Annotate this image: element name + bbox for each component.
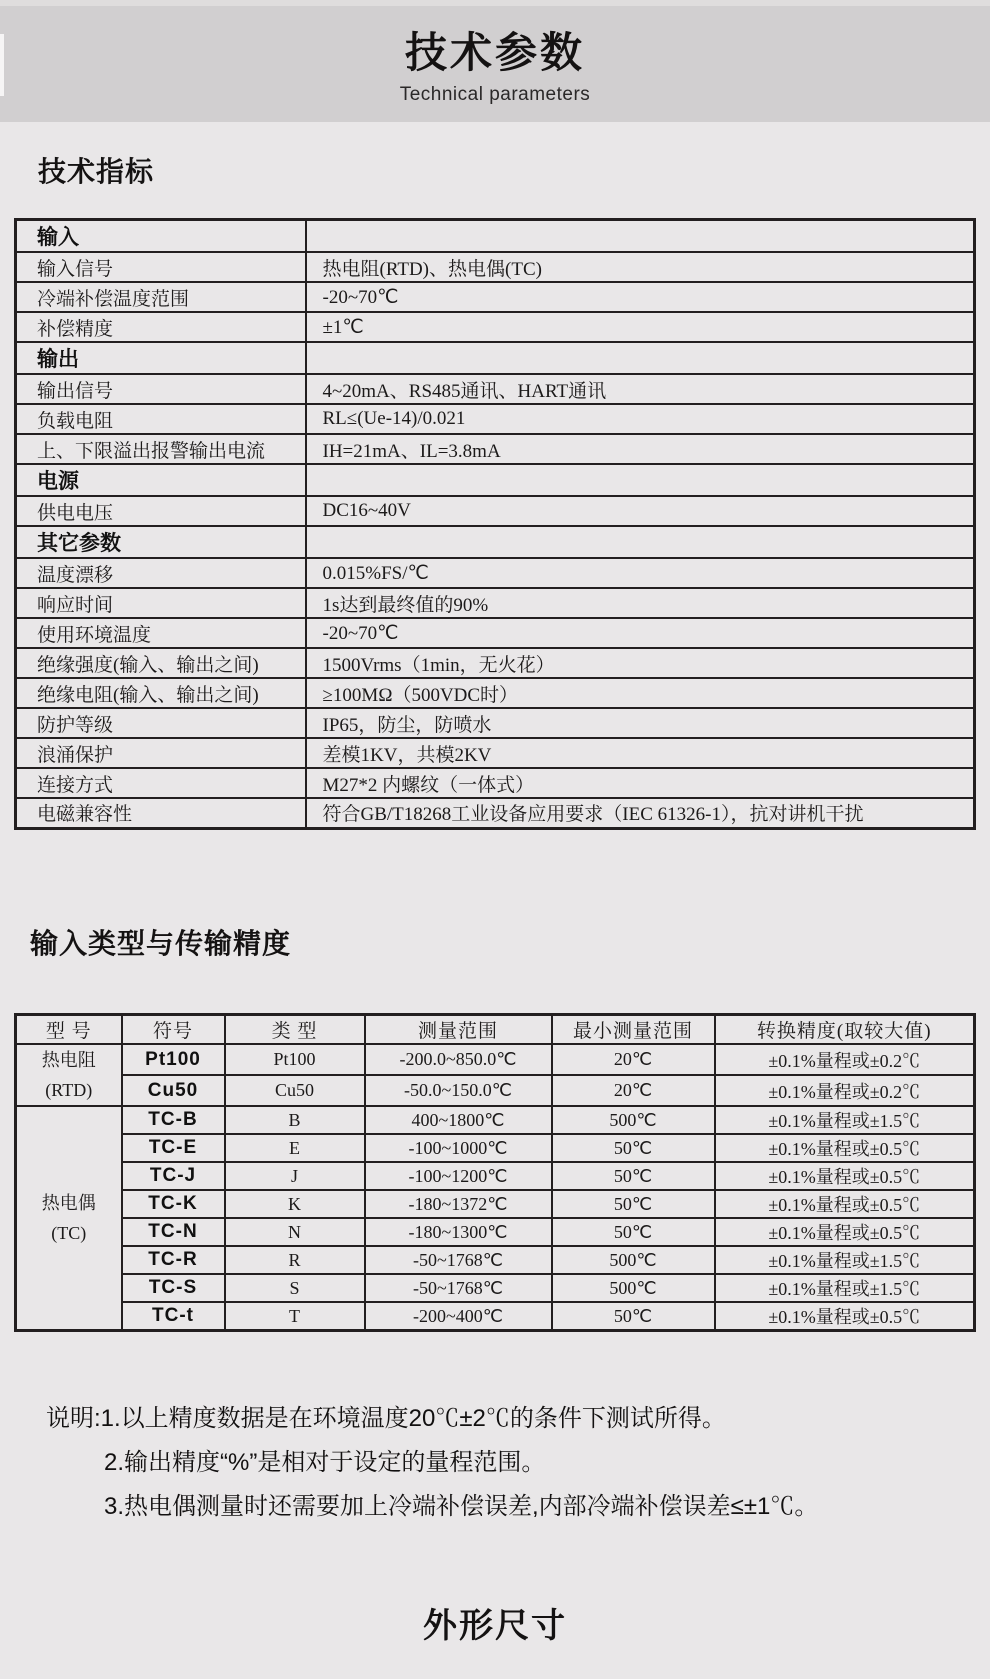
footer-section-title: 外形尺寸 xyxy=(423,1607,567,1645)
specs-table xyxy=(14,218,976,830)
table-row xyxy=(16,1106,975,1134)
table-row xyxy=(16,1190,975,1218)
accuracy-cell: ±0.1%量程或±1.5℃ xyxy=(715,1274,975,1302)
range-cell: -100~1000℃ xyxy=(365,1134,552,1162)
spec-label: 温度漂移 xyxy=(16,558,306,588)
spec-row xyxy=(16,768,975,798)
range-cell: 400~1800℃ xyxy=(365,1106,552,1134)
type-cell: J xyxy=(225,1162,365,1190)
spec-row xyxy=(16,678,975,708)
note-text: 1.以上精度数据是在环境温度20℃±2℃的条件下测试所得。 xyxy=(100,1405,726,1432)
spec-label: 输出信号 xyxy=(16,374,306,404)
spec-value: IP65，防尘，防喷水 xyxy=(306,708,975,738)
page-title: 技术参数 xyxy=(404,29,585,76)
spec-label: 输入信号 xyxy=(16,252,306,282)
spec-value: -20~70℃ xyxy=(306,282,975,312)
col-header-model: 型 号 xyxy=(16,1015,122,1045)
table-row xyxy=(16,1044,975,1075)
symbol-cell: TC-J xyxy=(122,1162,225,1190)
spec-value: 1s达到最终值的90% xyxy=(306,588,975,618)
spec-section-label: 输入 xyxy=(16,220,306,253)
spec-value: 1500Vrms（1min，无火花） xyxy=(306,648,975,678)
spec-row xyxy=(16,708,975,738)
spec-section-label: 电源 xyxy=(16,464,306,496)
spec-row xyxy=(16,558,975,588)
edge-notch xyxy=(0,34,4,96)
table-row xyxy=(16,1274,975,1302)
spec-value xyxy=(306,526,975,558)
col-header-min-range: 最小测量范围 xyxy=(552,1015,715,1045)
type-cell: Cu50 xyxy=(225,1075,365,1106)
symbol-cell: TC-t xyxy=(122,1302,225,1331)
min-range-cell: 500℃ xyxy=(552,1246,715,1274)
note-line-1 xyxy=(46,1405,956,1432)
spec-row xyxy=(16,648,975,678)
symbol-cell: TC-K xyxy=(122,1190,225,1218)
spec-label: 绝缘强度(输入、输出之间) xyxy=(16,648,306,678)
spec-row xyxy=(16,738,975,768)
spec-value xyxy=(306,342,975,374)
note-line-3 xyxy=(46,1493,956,1520)
input-types-header-row xyxy=(16,1015,975,1045)
symbol-cell: TC-E xyxy=(122,1134,225,1162)
col-header-type: 类 型 xyxy=(225,1015,365,1045)
spec-section-row xyxy=(16,220,975,253)
spec-section-row xyxy=(16,464,975,496)
spec-row xyxy=(16,312,975,342)
spec-value xyxy=(306,464,975,496)
table-row xyxy=(16,1302,975,1331)
spec-row xyxy=(16,496,975,526)
range-cell: -50~1768℃ xyxy=(365,1246,552,1274)
spec-value: RL≤(Ue-14)/0.021 xyxy=(306,404,975,434)
spec-label: 连接方式 xyxy=(16,768,306,798)
type-cell: K xyxy=(225,1190,365,1218)
range-cell: -50.0~150.0℃ xyxy=(365,1075,552,1106)
min-range-cell: 50℃ xyxy=(552,1134,715,1162)
group-abbr: (TC) xyxy=(51,1223,87,1243)
spec-value: 差模1KV，共模2KV xyxy=(306,738,975,768)
type-cell: S xyxy=(225,1274,365,1302)
accuracy-cell: ±0.1%量程或±0.2℃ xyxy=(715,1044,975,1075)
symbol-cell: Cu50 xyxy=(122,1075,225,1106)
symbol-cell: TC-B xyxy=(122,1106,225,1134)
spec-value: 4~20mA、RS485通讯、HART通讯 xyxy=(306,374,975,404)
range-cell: -200.0~850.0℃ xyxy=(365,1044,552,1075)
notes-block xyxy=(46,1405,956,1537)
spec-row xyxy=(16,434,975,464)
spec-row xyxy=(16,252,975,282)
symbol-cell: TC-S xyxy=(122,1274,225,1302)
min-range-cell: 50℃ xyxy=(552,1302,715,1331)
accuracy-cell: ±0.1%量程或±0.5℃ xyxy=(715,1162,975,1190)
spec-label: 电磁兼容性 xyxy=(16,798,306,828)
symbol-cell: Pt100 xyxy=(122,1044,225,1075)
note-line-2 xyxy=(46,1449,956,1476)
col-header-range: 测量范围 xyxy=(365,1015,552,1045)
group-name: 热电阻 xyxy=(41,1050,96,1070)
min-range-cell: 20℃ xyxy=(552,1075,715,1106)
spec-value: -20~70℃ xyxy=(306,618,975,648)
spec-label: 浪涌保护 xyxy=(16,738,306,768)
table-row xyxy=(16,1218,975,1246)
spec-label: 上、下限溢出报警输出电流 xyxy=(16,434,306,464)
group-abbr: (RTD) xyxy=(45,1080,93,1100)
spec-row xyxy=(16,798,975,828)
spec-row xyxy=(16,588,975,618)
table-row xyxy=(16,1134,975,1162)
table-row xyxy=(16,1075,975,1106)
type-cell: B xyxy=(225,1106,365,1134)
accuracy-cell: ±0.1%量程或±0.5℃ xyxy=(715,1302,975,1331)
spec-value: M27*2 内螺纹（一体式） xyxy=(306,768,975,798)
range-cell: -180~1372℃ xyxy=(365,1190,552,1218)
spec-section-label: 输出 xyxy=(16,342,306,374)
type-cell: R xyxy=(225,1246,365,1274)
spec-value: DC16~40V xyxy=(306,496,975,526)
spec-value: 0.015%FS/℃ xyxy=(306,558,975,588)
spec-label: 绝缘电阻(输入、输出之间) xyxy=(16,678,306,708)
spec-label: 防护等级 xyxy=(16,708,306,738)
type-cell: E xyxy=(225,1134,365,1162)
accuracy-cell: ±0.1%量程或±0.5℃ xyxy=(715,1218,975,1246)
section-title-specs: 技术指标 xyxy=(38,156,155,187)
min-range-cell: 50℃ xyxy=(552,1190,715,1218)
spec-row xyxy=(16,618,975,648)
accuracy-cell: ±0.1%量程或±1.5℃ xyxy=(715,1106,975,1134)
spec-value: ±1℃ xyxy=(306,312,975,342)
spec-value: ≥100MΩ（500VDC时） xyxy=(306,678,975,708)
input-types-table xyxy=(14,1013,976,1332)
spec-row xyxy=(16,282,975,312)
notes-label: 说明: xyxy=(46,1405,101,1432)
spec-value xyxy=(306,220,975,253)
sensor-group-rtd xyxy=(16,1044,122,1106)
spec-value: IH=21mA、IL=3.8mA xyxy=(306,434,975,464)
type-cell: N xyxy=(225,1218,365,1246)
page-header xyxy=(0,6,990,122)
group-name: 热电偶 xyxy=(41,1193,96,1213)
accuracy-cell: ±0.1%量程或±0.5℃ xyxy=(715,1134,975,1162)
range-cell: -180~1300℃ xyxy=(365,1218,552,1246)
min-range-cell: 500℃ xyxy=(552,1274,715,1302)
sensor-group-tc xyxy=(16,1106,122,1331)
range-cell: -50~1768℃ xyxy=(365,1274,552,1302)
spec-section-row xyxy=(16,526,975,558)
accuracy-cell: ±0.1%量程或±1.5℃ xyxy=(715,1246,975,1274)
note-text: 3.热电偶测量时还需要加上冷端补偿误差,内部冷端补偿误差≤±1℃。 xyxy=(104,1493,819,1520)
section-title-input-types: 输入类型与传输精度 xyxy=(30,928,292,959)
spec-label: 使用环境温度 xyxy=(16,618,306,648)
col-header-symbol: 符号 xyxy=(122,1015,225,1045)
spec-row xyxy=(16,374,975,404)
type-cell: Pt100 xyxy=(225,1044,365,1075)
type-cell: T xyxy=(225,1302,365,1331)
min-range-cell: 500℃ xyxy=(552,1106,715,1134)
min-range-cell: 20℃ xyxy=(552,1044,715,1075)
spec-section-row xyxy=(16,342,975,374)
spec-label: 供电电压 xyxy=(16,496,306,526)
spec-label: 冷端补偿温度范围 xyxy=(16,282,306,312)
spec-label: 负载电阻 xyxy=(16,404,306,434)
spec-section-label: 其它参数 xyxy=(16,526,306,558)
spec-label: 响应时间 xyxy=(16,588,306,618)
table-row xyxy=(16,1246,975,1274)
range-cell: -100~1200℃ xyxy=(365,1162,552,1190)
accuracy-cell: ±0.1%量程或±0.5℃ xyxy=(715,1190,975,1218)
col-header-accuracy: 转换精度(取较大值) xyxy=(715,1015,975,1045)
symbol-cell: TC-R xyxy=(122,1246,225,1274)
page-subtitle: Technical parameters xyxy=(399,84,591,105)
symbol-cell: TC-N xyxy=(122,1218,225,1246)
accuracy-cell: ±0.1%量程或±0.2℃ xyxy=(715,1075,975,1106)
spec-row xyxy=(16,404,975,434)
range-cell: -200~400℃ xyxy=(365,1302,552,1331)
min-range-cell: 50℃ xyxy=(552,1162,715,1190)
spec-value: 符合GB/T18268工业设备应用要求（IEC 61326-1），抗对讲机干扰 xyxy=(306,798,975,828)
spec-value: 热电阻(RTD)、热电偶(TC) xyxy=(306,252,975,282)
min-range-cell: 50℃ xyxy=(552,1218,715,1246)
note-text: 2.输出精度“%”是相对于设定的量程范围。 xyxy=(104,1449,546,1476)
table-row xyxy=(16,1162,975,1190)
spec-label: 补偿精度 xyxy=(16,312,306,342)
